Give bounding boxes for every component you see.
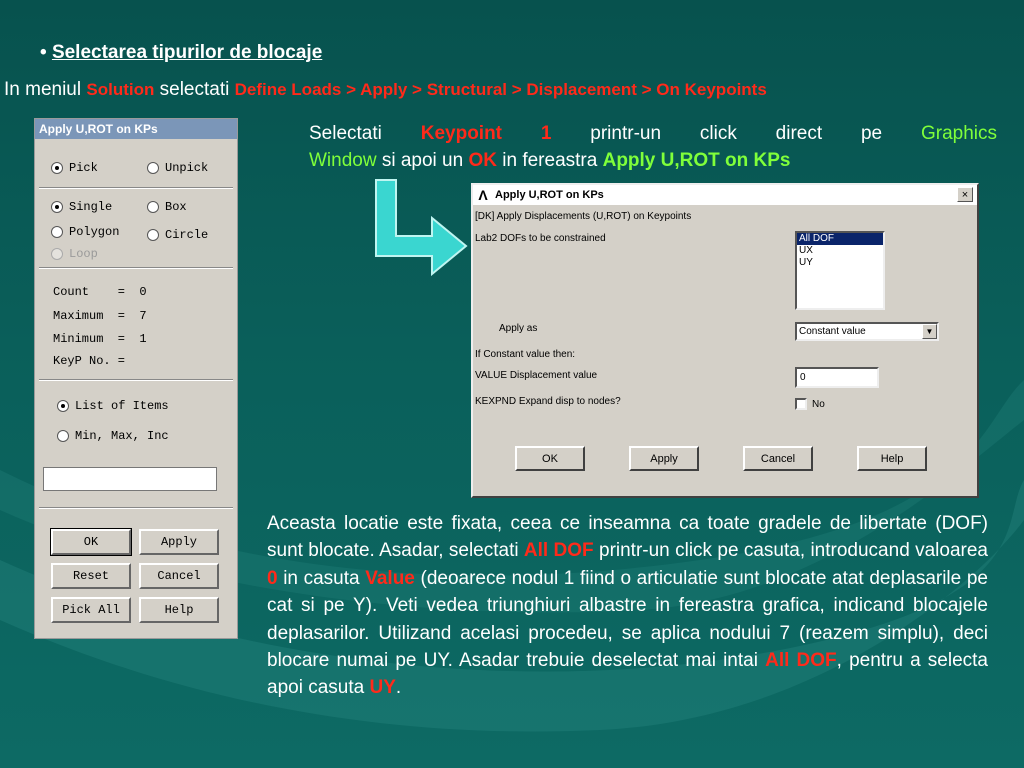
list-items-radio[interactable]: [57, 399, 169, 413]
heading-text: Selectarea tipurilor de blocaje: [51, 42, 323, 63]
dof-option-all[interactable]: All DOF: [797, 233, 883, 245]
single-label: Single: [69, 200, 113, 214]
para-text3: in casuta: [277, 567, 366, 589]
instr-part3: si apoi un: [376, 150, 469, 171]
menu-prefix: In meniul: [4, 79, 87, 100]
radio-empty-icon: [147, 162, 159, 174]
radio-empty-icon: [147, 201, 159, 213]
pick-ok-button[interactable]: OK: [51, 529, 131, 555]
pick-apply-button[interactable]: Apply: [139, 529, 219, 555]
pick-window: [34, 118, 238, 639]
para-uy: UY: [369, 677, 396, 699]
pick-help-button[interactable]: Help: [139, 597, 219, 623]
para-text1: Aceasta locatie este fixata, ceea ce inseamna ca toate gradele de libertate (DOF) sunt blocate. Asadar, selectati: [267, 513, 988, 562]
polygon-radio[interactable]: [51, 225, 119, 239]
instr-part4: in fereastra: [496, 150, 603, 171]
maximum-readout: Maximum = 7: [53, 309, 147, 323]
circle-label: Circle: [165, 228, 209, 242]
kexpnd-label: KEXPND Expand disp to nodes?: [475, 396, 621, 407]
para-text4: (deoarece nodul 1 fiind o articulatie sunt blocate atat deplasarile pe cat si pe Y). Veti vedea triunghiuri albastre in fereastra grafica, indicand blocajele deplasarilor. Utilizand acelasi procedeu, se aplica nodului 7 (reazem simplu), deci blocare numai pe UY. Asadar trebuie deselectat mai intai: [267, 567, 988, 672]
circle-radio[interactable]: [147, 228, 208, 242]
radio-selected-icon: [51, 201, 63, 213]
para-zero: 0: [267, 567, 278, 589]
bullet-icon: •: [40, 42, 47, 63]
para-alldof: All DOF: [523, 540, 594, 562]
instr-dialog-name: Apply U,ROT on KPs: [602, 150, 791, 171]
dof-option-ux[interactable]: UX: [799, 245, 813, 256]
radio-selected-icon: [57, 400, 69, 412]
para-text5: , pentru a selecta apoi casuta: [267, 650, 989, 699]
expand-nodes-value: No: [812, 398, 825, 410]
dialog-title: Apply U,ROT on KPs: [495, 189, 604, 201]
expand-nodes-checkbox[interactable]: [795, 398, 825, 410]
pick-text-input[interactable]: [43, 467, 217, 491]
radio-empty-icon: [51, 226, 63, 238]
unpick-label: Unpick: [165, 161, 209, 175]
displacement-value-input[interactable]: 0: [795, 367, 879, 388]
unpick-radio[interactable]: [147, 161, 208, 175]
slide-heading: [40, 42, 322, 64]
apply-as-value: Constant value: [799, 326, 866, 337]
value-label: VALUE Displacement value: [475, 370, 598, 381]
apply-u-rot-dialog: [471, 183, 979, 498]
instr-window: Window: [309, 150, 377, 171]
min-max-label: Min, Max, Inc: [75, 429, 169, 443]
min-max-radio[interactable]: [57, 429, 169, 443]
menu-instruction: [4, 79, 767, 101]
radio-empty-icon: [57, 430, 69, 442]
instr-part1: Selectati: [309, 123, 421, 144]
para-text6: .: [395, 677, 402, 699]
count-readout: Count = 0: [53, 285, 147, 299]
minimum-readout: Minimum = 1: [53, 332, 147, 346]
menu-path: Define Loads > Apply > Structural > Displacement > On Keypoints: [234, 80, 767, 99]
pick-all-button[interactable]: Pick All: [51, 597, 131, 623]
loop-label: Loop: [69, 247, 98, 261]
para-alldof-2: All DOF: [765, 650, 837, 672]
dialog-titlebar: [473, 185, 977, 205]
pick-cancel-button[interactable]: Cancel: [139, 563, 219, 589]
radio-disabled-icon: [51, 248, 63, 260]
menu-solution: Solution: [86, 80, 155, 99]
instr-part2: printr-un click direct pe: [551, 123, 921, 144]
box-label: Box: [165, 200, 187, 214]
para-text2: printr-un click pe casuta, introducand valoarea: [593, 540, 988, 562]
dropdown-arrow-icon: ▼: [922, 324, 937, 339]
lab2-label: Lab2 DOFs to be constrained: [475, 233, 606, 244]
instr-ok: OK: [468, 150, 497, 171]
apply-as-select[interactable]: [795, 322, 939, 341]
keyp-readout: KeyP No. =: [53, 354, 126, 368]
dialog-apply-button[interactable]: Apply: [629, 446, 699, 471]
dialog-help-button[interactable]: Help: [857, 446, 927, 471]
close-icon[interactable]: ×: [957, 187, 973, 202]
explanation-paragraph: [267, 510, 988, 702]
divider: [39, 507, 233, 509]
ansys-logo-icon: Λ: [478, 187, 488, 203]
divider: [39, 379, 233, 381]
apply-as-label: Apply as: [499, 323, 538, 334]
down-right-arrow-icon: [370, 178, 470, 276]
para-value: Value: [365, 567, 415, 589]
instr-graphics: Graphics: [920, 123, 998, 144]
divider: [39, 267, 233, 269]
list-items-label: List of Items: [75, 399, 169, 413]
radio-selected-icon: [51, 162, 63, 174]
pick-reset-button[interactable]: Reset: [51, 563, 131, 589]
single-radio[interactable]: [51, 200, 112, 214]
instruction-text: [309, 120, 997, 174]
dof-listbox[interactable]: [795, 231, 885, 310]
if-constant-label: If Constant value then:: [475, 349, 576, 360]
dof-option-uy[interactable]: UY: [799, 257, 813, 268]
box-radio[interactable]: [147, 200, 187, 214]
loop-radio: [51, 247, 98, 261]
menu-middle: selectati: [154, 79, 235, 100]
dk-label: [DK] Apply Displacements (U,ROT) on Keypoints: [475, 211, 692, 222]
divider: [39, 187, 233, 189]
radio-empty-icon: [147, 229, 159, 241]
dialog-cancel-button[interactable]: Cancel: [743, 446, 813, 471]
pick-label: Pick: [69, 161, 98, 175]
pick-window-title: Apply U,ROT on KPs: [35, 119, 237, 139]
checkbox-box-icon: [795, 398, 807, 410]
pick-radio[interactable]: [51, 161, 98, 175]
polygon-label: Polygon: [69, 225, 120, 239]
dialog-ok-button[interactable]: OK: [515, 446, 585, 471]
instr-keypoint: Keypoint 1: [420, 123, 552, 144]
